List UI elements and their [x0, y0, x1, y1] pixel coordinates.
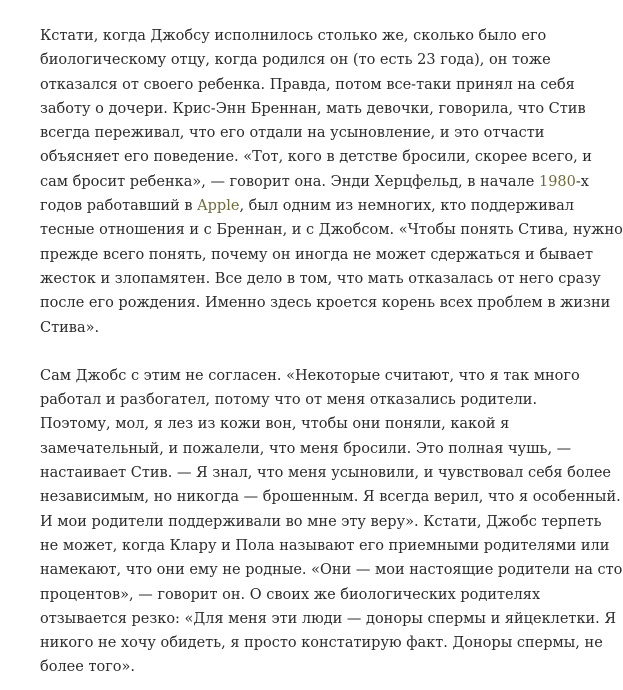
text-line: более того».: [40, 659, 136, 676]
year-highlight: 1980: [538, 173, 576, 190]
company-highlight: Apple: [197, 198, 240, 215]
text-line: [40, 170, 589, 194]
paragraph-1: [40, 24, 623, 340]
text-line: [40, 194, 574, 218]
text-line: отказался от своего ребенка. Правда, потом все-таки принял на себя: [40, 76, 575, 93]
text-segment: годов работавший в: [40, 198, 198, 215]
text-line: тесные отношения и с Бреннан, и с Джобсом. «Чтобы понять Стива, нужно: [40, 222, 623, 239]
paragraph-2: [40, 364, 623, 680]
text-line: процентов», — говорит он. О своих же биологических родителях: [40, 586, 541, 603]
text-line: заботу о дочери. Крис-Энн Бреннан, мать девочки, говорила, что Стив: [40, 100, 586, 117]
text-line: биологическому отцу, когда родился он (то есть 23 года), он тоже: [40, 52, 551, 69]
text-line: жесток и злопамятен. Все дело в том, что мать отказалась от него сразу: [40, 270, 601, 287]
text-line: после его рождения. Именно здесь кроется корень всех проблем в жизни: [40, 295, 611, 312]
text-line: Поэтому, мол, я лез из кожи вон, чтобы они поняли, какой я: [40, 416, 510, 433]
text-line: независимым, но никогда — брошенным. Я всегда верил, что я особенный.: [40, 489, 621, 506]
text-line: намекают, что они ему не родные. «Они — мои настоящие родители на сто: [40, 562, 623, 579]
text-line: Сам Джобс с этим не согласен. «Некоторые считают, что я так много: [40, 367, 580, 384]
text-line: Стива».: [40, 319, 100, 336]
text-line: И мои родители поддерживали во мне эту веру». Кстати, Джобс терпеть: [40, 513, 602, 530]
text-line: всегда переживал, что его отдали на усыновление, и это отчасти: [40, 125, 545, 142]
text-line: отзывается резко: «Для меня эти люди — доноры спермы и яйцеклетки. Я: [40, 610, 617, 627]
text-line: Кстати, когда Джобсу исполнилось столько же, сколько было его: [40, 28, 547, 44]
text-segment: сам бросит ребенка», — говорит она. Энди Херцфельд, в начале: [40, 173, 539, 190]
text-line: замечательный, и пожалели, что меня бросили. Это полная чушь, —: [40, 440, 572, 457]
text-line: объясняет его поведение. «Тот, кого в детстве бросили, скорее всего, и: [40, 149, 592, 166]
text-line: никого не хочу обидеть, я просто констатирую факт. Доноры спермы, не: [40, 635, 603, 652]
text-line: прежде всего понять, почему он иногда не может сдержаться и бывает: [40, 246, 594, 263]
text-line: настаивает Стив. — Я знал, что меня усыновили, и чувствовал себя более: [40, 465, 611, 482]
text-line: не может, когда Клару и Пола называют его приемными родителями или: [40, 537, 610, 554]
text-segment: -х: [575, 173, 589, 190]
text-line: работал и разбогател, потому что от меня отказались родители.: [40, 392, 538, 409]
text-segment: , был одним из немногих, кто поддерживал: [239, 198, 574, 215]
